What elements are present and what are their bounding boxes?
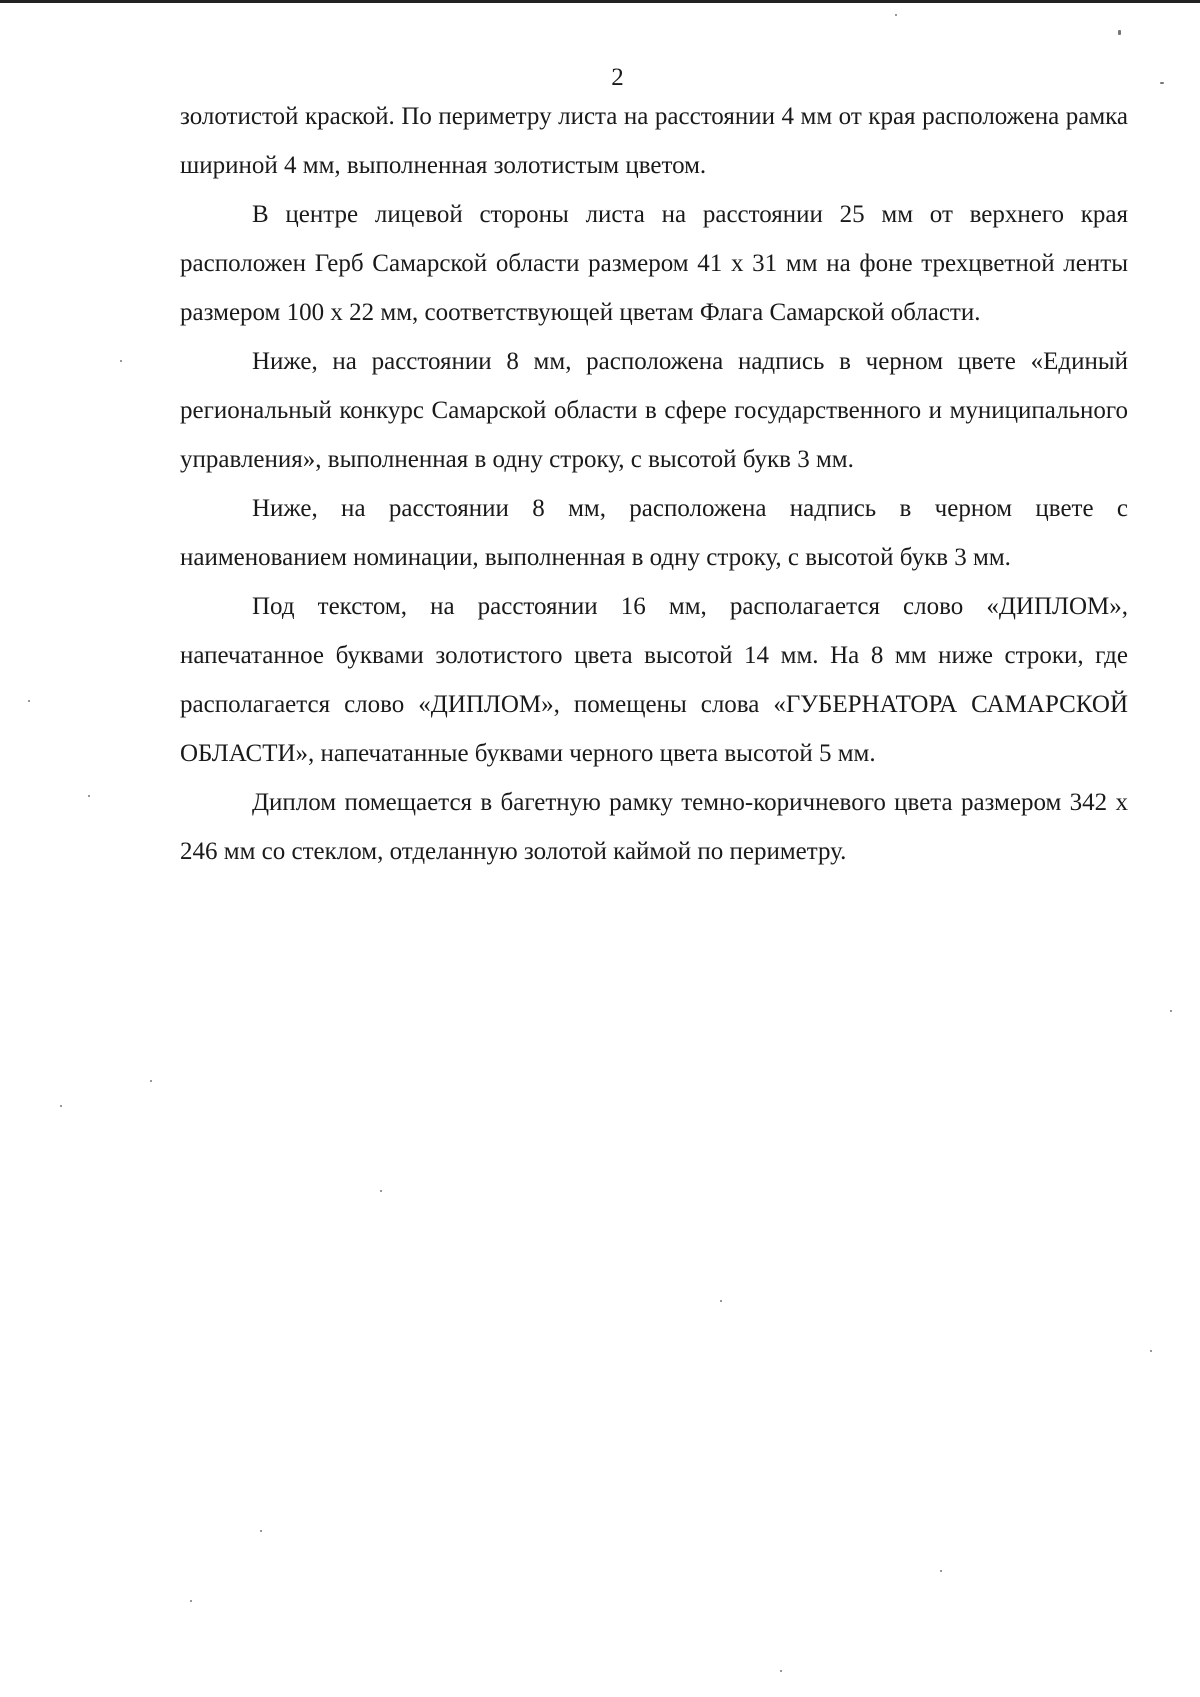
- scan-speck: [1160, 82, 1164, 84]
- scan-speck: [120, 360, 122, 362]
- scan-speck: [1170, 1010, 1172, 1012]
- scan-speck: [60, 1105, 62, 1107]
- top-border-line: [0, 0, 1200, 3]
- page-number: 2: [611, 64, 624, 91]
- paragraph-continuation: золотистой краской. По периметру листа на расстоянии 4 мм от края расположена рамка шириной 4 мм, выполненная золотистым цветом.: [180, 103, 1128, 179]
- scan-speck: [380, 1190, 382, 1192]
- paragraph-frame: Диплом помещается в багетную рамку темно-коричневого цвета размером 342 х 246 мм со стеклом, отделанную золотой каймой по периметру.: [180, 789, 1128, 865]
- scan-speck: [260, 1530, 262, 1532]
- scan-speck: [28, 700, 30, 702]
- scan-speck: [1118, 30, 1121, 35]
- paragraph-diploma-word: Под текстом, на расстоянии 16 мм, располагается слово «ДИПЛОМ», напечатанное буквами золотистого цвета высотой 14 мм. На 8 мм ниже строки, где располагается слово «ДИПЛОМ», помещены слова «ГУБЕРНАТОРА САМАРСКОЙ ОБЛАСТИ», напечатанные буквами черного цвета высотой 5 мм.: [180, 593, 1128, 767]
- paragraph-contest-inscription: Ниже, на расстоянии 8 мм, расположена надпись в черном цвете «Единый региональный конкурс Самарской области в сфере государственного и муниципального управления», выполненная в одну строку, с высотой букв 3 мм.: [180, 348, 1128, 473]
- document-body: [180, 92, 1128, 876]
- scan-speck: [895, 14, 897, 16]
- scan-speck: [1150, 1350, 1152, 1352]
- scan-speck: [780, 1670, 782, 1672]
- scan-speck: [720, 1300, 722, 1302]
- scan-speck: [88, 795, 90, 797]
- scan-speck: [150, 1080, 152, 1082]
- paragraph-nomination-inscription: Ниже, на расстоянии 8 мм, расположена надпись в черном цвете с наименованием номинации, выполненная в одну строку, с высотой букв 3 мм.: [180, 495, 1128, 571]
- scan-speck: [940, 1570, 942, 1572]
- scan-speck: [190, 1600, 192, 1602]
- paragraph-coat-of-arms: В центре лицевой стороны листа на расстоянии 25 мм от верхнего края расположен Герб Самарской области размером 41 х 31 мм на фоне трехцветной ленты размером 100 х 22 мм, соответствующей цветам Флага Самарской области.: [180, 201, 1128, 326]
